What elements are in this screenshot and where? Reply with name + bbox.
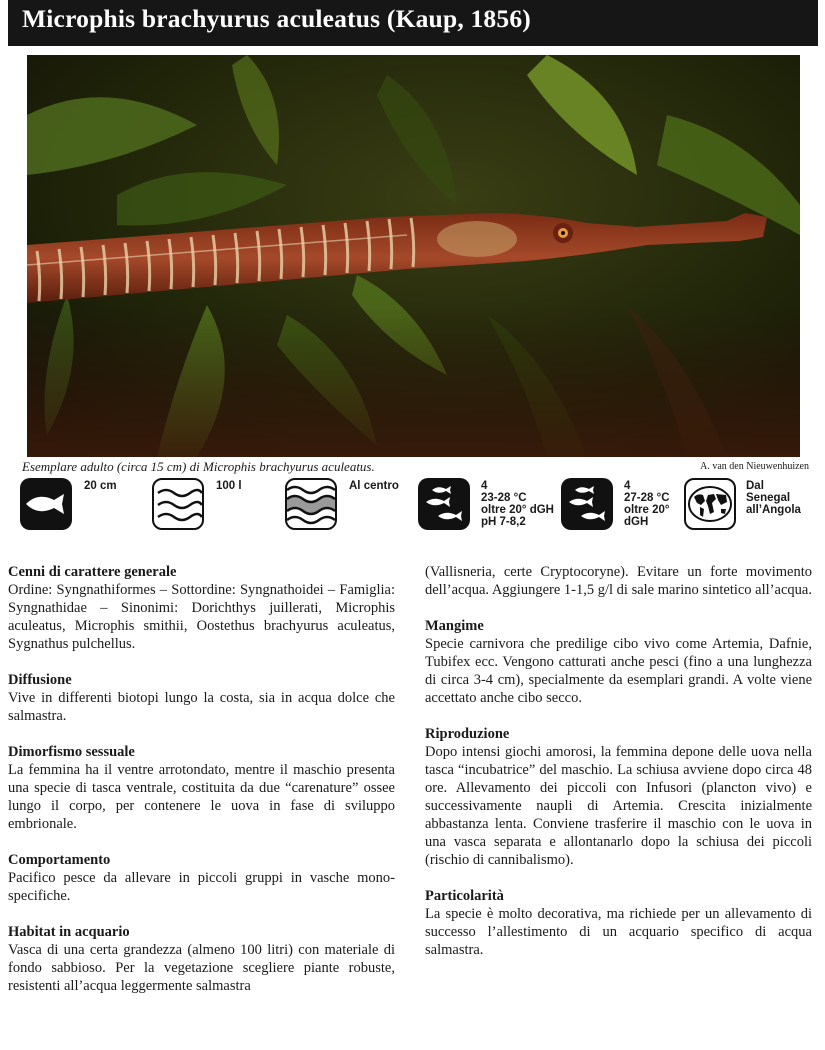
text-cenni: Ordine: Syngnathiformes – Sottordine: Syngnathoidei – Famiglia: Syngnathidae – Sinonimi: Dorichthys juillerati, Microphis aculeatus, Microphis smithii, Oostethus brachyurus aculeatus, Sygnathus pulchellus.: [8, 582, 395, 652]
left-column: [8, 563, 395, 1013]
section-dimorfismo: [8, 743, 395, 833]
section-mangime: [425, 617, 812, 707]
heading-comportamento: Comportamento: [8, 852, 111, 868]
text-particolarita: La specie è molto decorativa, ma richiede per un allevamento di successo l’allestimento di un acquario specifico di acqua salmastra.: [425, 906, 812, 958]
fish-size-icon: [20, 478, 72, 530]
text-comportamento: Pacifico pesce da allevare in piccoli gruppi in vasche mono-specifiche.: [8, 870, 395, 904]
text-dimorfismo: La femmina ha il ventre arrotondato, mentre il maschio presenta una specie di tasca ventrale, costituita da due “carenature” ossee lungo il corpo, per contenere le uova in fase di sviluppo embrionale.: [8, 762, 395, 832]
section-riproduzione: [425, 725, 812, 869]
text-mangime: Specie carnivora che predilige cibo vivo come Artemia, Dafnie, Tubifex ecc. Vengono catturati anche pesci (fino a una lunghezza di circa 3-4 cm), specialmente da esemplari grandi. A volte viene accettato anche cibo secco.: [425, 636, 812, 706]
water-values-1: [481, 480, 554, 528]
text-habitat: Vasca di una certa grandezza (almeno 100 litri) con materiale di fondo sabbioso. Per la vegetazione scegliere piante robuste, resistenti all’acqua leggermente salmastra: [8, 942, 395, 994]
right-column: [425, 563, 812, 977]
title-bar: [8, 0, 818, 46]
origin-line-1: Dal: [746, 480, 764, 492]
section-particolarita: [425, 887, 812, 959]
section-habitat: [8, 923, 395, 995]
hardness-2: oltre 20°: [624, 504, 670, 516]
hardness-unit-2: dGH: [624, 516, 649, 528]
text-habitat-continued: (Vallisneria, certe Cryptocoryne). Evitare un forte movimento dell’acqua. Aggiungere 1-1,5 g/l di sale marino sintetico all’acqua.: [425, 564, 812, 598]
temperature-2: 27-28 °C: [624, 492, 670, 504]
group-count-2: 4: [624, 480, 631, 492]
origin-line-3: all’Angola: [746, 504, 801, 516]
hardness-1: oltre 20° dGH: [481, 504, 554, 516]
heading-habitat: Habitat in acquario: [8, 924, 130, 940]
swim-zone-text: Al centro: [349, 480, 399, 492]
heading-dimorfismo: Dimorfismo sessuale: [8, 744, 135, 760]
section-habitat-continued: [425, 563, 812, 599]
page-title: Microphis brachyurus aculeatus (Kaup, 1856): [22, 4, 531, 33]
heading-riproduzione: Riproduzione: [425, 726, 510, 742]
heading-cenni: Cenni di carattere generale: [8, 564, 177, 580]
swim-zone-icon: [285, 478, 337, 530]
text-riproduzione: Dopo intensi giochi amorosi, la femmina depone delle uova nella tasca “incubatrice” del maschio. La schiusa avviene dopo circa 48 ore. Allevamento dei piccoli con Infusori (plancton vivo) e successivamente naupli di Artemia. Crescita inizialmente abbastanza lenta. Conviene trasferire il maschio con le uova in una vasca separata e allontanarlo dopo la schiusa dei piccoli (rischio di cannibalismo).: [425, 744, 812, 868]
origin-line-2: Senegal: [746, 492, 791, 504]
section-cenni: [8, 563, 395, 653]
pipefish-illustration: [27, 55, 800, 457]
world-map-icon: [684, 478, 736, 530]
fish-group-icon: [418, 478, 470, 530]
photo-credit: A. van den Nieuwenhuizen: [700, 461, 809, 472]
tank-volume-text: 100 l: [216, 480, 242, 492]
section-comportamento: [8, 851, 395, 905]
origin-text: [746, 480, 801, 516]
tank-volume-icon: [152, 478, 204, 530]
photo-caption: Esemplare adulto (circa 15 cm) di Microphis brachyurus aculeatus.: [22, 459, 375, 474]
text-diffusione: Vive in differenti biotopi lungo la costa, sia in acqua dolce che salmastra.: [8, 690, 395, 724]
group-count-1: 4: [481, 480, 488, 492]
heading-particolarita: Particolarità: [425, 888, 504, 904]
heading-mangime: Mangime: [425, 618, 484, 634]
section-diffusione: [8, 671, 395, 725]
fish-group-icon-2: [561, 478, 613, 530]
ph-1: pH 7-8,2: [481, 516, 526, 528]
heading-diffusione: Diffusione: [8, 672, 72, 688]
water-values-2: [624, 480, 670, 528]
fish-size-text: 20 cm: [84, 480, 117, 492]
temperature-1: 23-28 °C: [481, 492, 527, 504]
fish-photo: [27, 55, 800, 457]
